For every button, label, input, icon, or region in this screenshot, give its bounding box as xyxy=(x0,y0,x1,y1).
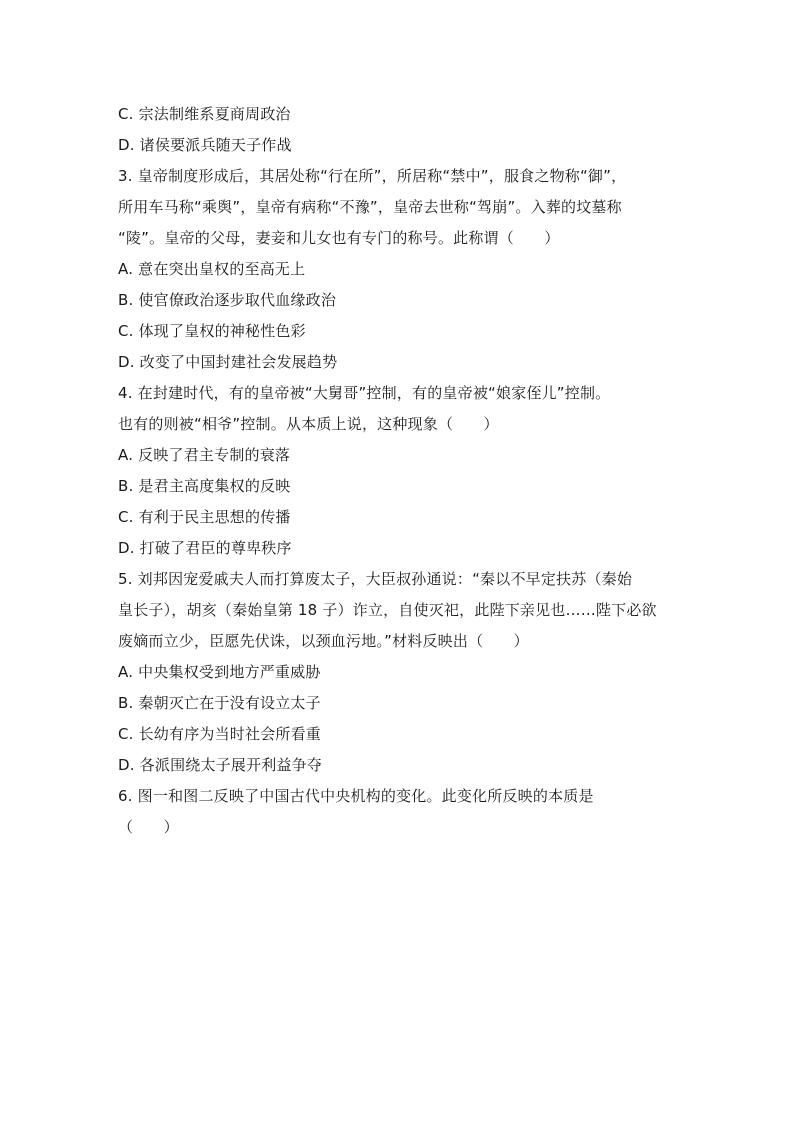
option-d-q4: D. 打破了君臣的尊卑秩序 xyxy=(118,539,292,557)
question-3-line-1: 3. 皇帝制度形成后，其居处称“行在所”，所居称“禁中”，服食之物称“御”， xyxy=(118,167,627,185)
option-c-q4: C. 有利于民主思想的传播 xyxy=(118,508,291,526)
question-3-line-3: “陵”。皇帝的父母，妻妾和儿女也有专门的称号。此称谓（ ） xyxy=(118,229,560,247)
question-5-line-2: 皇长子），胡亥（秦始皇第 18 子）诈立，自使灭祀，此陛下亲见也……陛下必欲 xyxy=(118,601,657,619)
question-text-block xyxy=(118,99,678,843)
option-d-q5: D. 各派围绕太子展开利益争夺 xyxy=(118,756,323,774)
question-6-line-2: （ ） xyxy=(118,818,179,836)
option-d-q3: D. 改变了中国封建社会发展趋势 xyxy=(118,353,338,371)
option-a-q3: A. 意在突出皇权的至高无上 xyxy=(118,260,306,278)
option-c-q5: C. 长幼有序为当时社会所看重 xyxy=(118,725,322,743)
question-5-line-1: 5. 刘邦因宠爱戚夫人而打算废太子，大臣叔孙通说：“秦以不早定扶苏（秦始 xyxy=(118,570,633,588)
option-b-q5: B. 秦朝灭亡在于没有设立太子 xyxy=(118,694,321,712)
question-4-line-2: 也有的则被“相爷”控制。从本质上说，这种现象（ ） xyxy=(118,415,499,433)
option-b-q3: B. 使官僚政治逐步取代血缘政治 xyxy=(118,291,337,309)
option-a-q5: A. 中央集权受到地方严重威胁 xyxy=(118,663,321,681)
question-6-line-1: 6. 图一和图二反映了中国古代中央机构的变化。此变化所反映的本质是 xyxy=(118,787,594,805)
question-4-line-1: 4. 在封建时代，有的皇帝被“大舅哥”控制，有的皇帝被“娘家侄儿”控制。 xyxy=(118,384,611,402)
option-b-q4: B. 是君主高度集权的反映 xyxy=(118,477,291,495)
option-c-q3: C. 体现了皇权的神秘性色彩 xyxy=(118,322,306,340)
option-d-q2: D. 诸侯要派兵随天子作战 xyxy=(118,136,292,154)
question-5-line-3: 废嫡而立少，臣愿先伏诛，以颈血污地。”材料反映出（ ） xyxy=(118,632,529,650)
option-c-q2: C. 宗法制维系夏商周政治 xyxy=(118,105,291,123)
option-a-q4: A. 反映了君主专制的衰落 xyxy=(118,446,291,464)
question-3-line-2: 所用车马称“乘舆”，皇帝有病称“不豫”，皇帝去世称“驾崩”。入葬的坟墓称 xyxy=(118,198,622,216)
